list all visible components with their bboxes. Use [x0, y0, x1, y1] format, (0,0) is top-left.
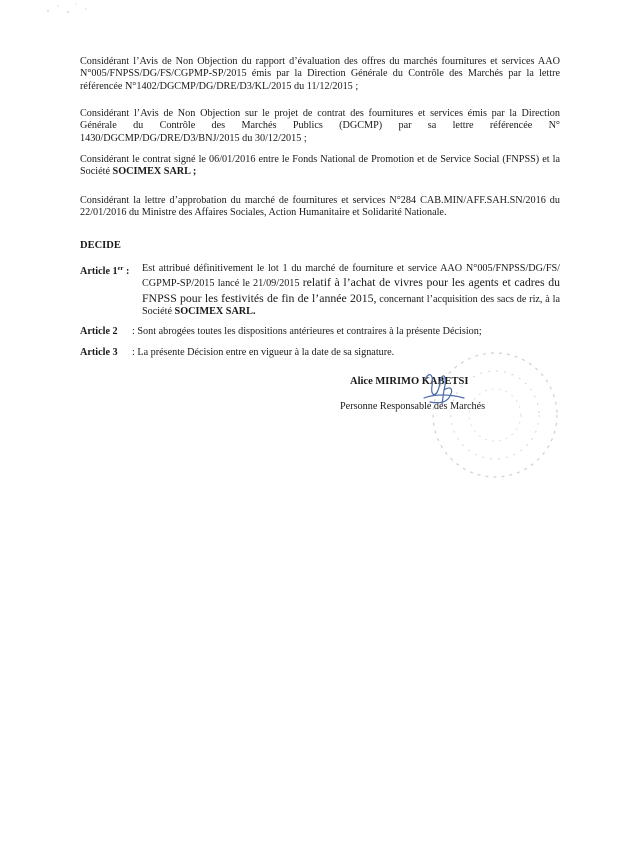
considerant-contrat-signe [80, 154, 560, 179]
article-2 [80, 326, 560, 340]
article-2-text: : Sont abrogées toutes les dispositions antérieures et contraires à la présente Décision; [132, 326, 482, 337]
considerant-lettre-approbation: Considérant la lettre d’approbation du marché de fournitures et services N°284 CAB.MIN/AFF.SAH.SN/2016 du 22/01/2016 du Ministre des Affaires Sociales, Action Humanitaire et Solidarité Nationale. [80, 195, 560, 219]
considerant-avis-evaluation: Considérant l’Avis de Non Objection du rapport d’évaluation des offres du marchés fournitures et services AAO N°005/FNPSS/DG/FS/CGPMP-SP/2015 émis par la Direction Générale du Contrôle des Marchés par la lettre référencée N°1402/DGCMP/DG/DRE/D3/KL/2015 du 11/12/2015 ; [80, 56, 560, 92]
article-1-label: Article 1er : [80, 265, 130, 277]
considerant-avis-contrat: Considérant l’Avis de Non Objection sur le projet de contrat des fournitures et services émis par la Direction Générale du Contrôle des Marchés Publics (DGCMP) par sa lettre référencée N° 1430/DGCMP/DG/DRE/D3/BNJ/2015 du 30/12/2015 ; [80, 108, 560, 144]
decide-heading: DECIDE [80, 240, 121, 251]
contrat-company: SOCIMEX SARL ; [112, 166, 197, 178]
article-3-label: Article 3 [80, 347, 118, 358]
signatory-name: Alice MIRIMO KABETSI [350, 376, 469, 387]
signatory-role: Personne Responsable des Marchés [340, 401, 486, 412]
article-2-label: Article 2 [80, 326, 118, 337]
handwritten-signature [420, 368, 480, 418]
contrat-text: Considérant le contrat signé le 06/01/2016 entre le Fonds National de Promotion et de Service Social (FNPSS) et la Société [80, 154, 560, 178]
article-1 [80, 263, 560, 323]
article-3-text: : La présente Décision entre en vigueur à la date de sa signature. [132, 347, 395, 358]
article-1-text: Est attribué définitivement le lot 1 du marché de fourniture et service AAO N°005/FNPSS/DG/FS/ CGPMP-SP/2015 lancé le 21/09/2015 relatif à l’achat de vivres pour les agents et cadres du FNPSS pour les festivités de fin de l’année 2015, concernant l’acquisition des sacs de riz, à la Société SOCIMEX SARL. [142, 263, 561, 318]
scan-specks [46, 2, 106, 16]
